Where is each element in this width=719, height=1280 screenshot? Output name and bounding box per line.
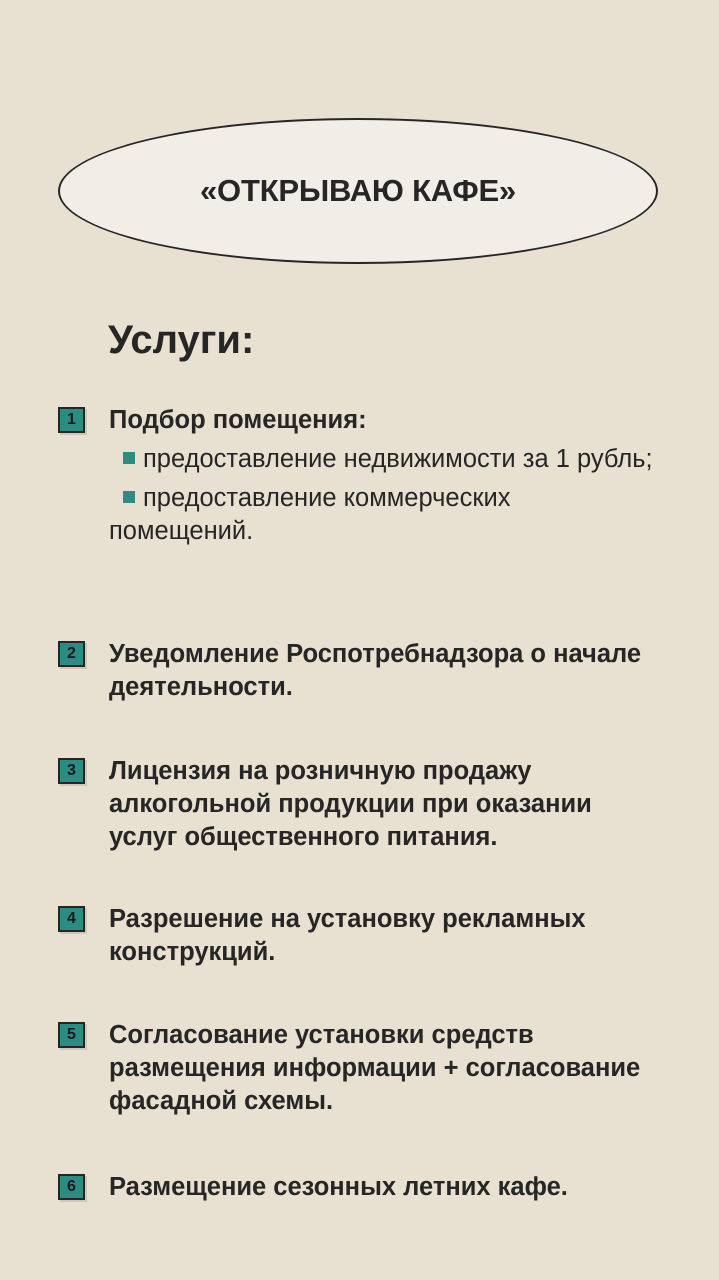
service-item-3 (58, 755, 658, 854)
number-badge: 5 (58, 1022, 85, 1048)
service-title: Подбор помещения: (109, 406, 367, 434)
service-item-1 (58, 404, 658, 548)
page-title: «ОТКРЫВАЮ КАФЕ» (200, 173, 516, 208)
number-badge: 2 (58, 641, 85, 667)
service-subitem (109, 443, 658, 476)
service-title: Лицензия на розничную продажу алкогольной продукции при оказании услуг общественного питания. (109, 757, 592, 851)
subitem-text: предоставление недвижимости за 1 рубль; (143, 445, 653, 473)
number-badge: 1 (58, 407, 85, 433)
number-badge: 6 (58, 1174, 85, 1200)
service-title: Разрешение на установку рекламных конструкций. (109, 905, 586, 966)
subitem-text: предоставление коммерческих помещений. (109, 484, 511, 545)
square-bullet-icon (123, 491, 135, 503)
service-subitem (109, 482, 658, 548)
service-title: Размещение сезонных летних кафе. (109, 1173, 568, 1201)
service-title: Уведомление Роспотребнадзора о начале деятельности. (109, 640, 642, 701)
service-item-6 (58, 1171, 658, 1204)
services-heading: Услуги: (108, 318, 255, 362)
service-item-5 (58, 1019, 658, 1118)
number-badge: 3 (58, 758, 85, 784)
service-item-4 (58, 903, 658, 969)
number-badge: 4 (58, 906, 85, 932)
square-bullet-icon (123, 452, 135, 464)
service-title: Согласование установки средств размещения информации + согласование фасадной схемы. (109, 1021, 641, 1115)
service-item-2 (58, 638, 658, 704)
title-oval (58, 118, 658, 264)
